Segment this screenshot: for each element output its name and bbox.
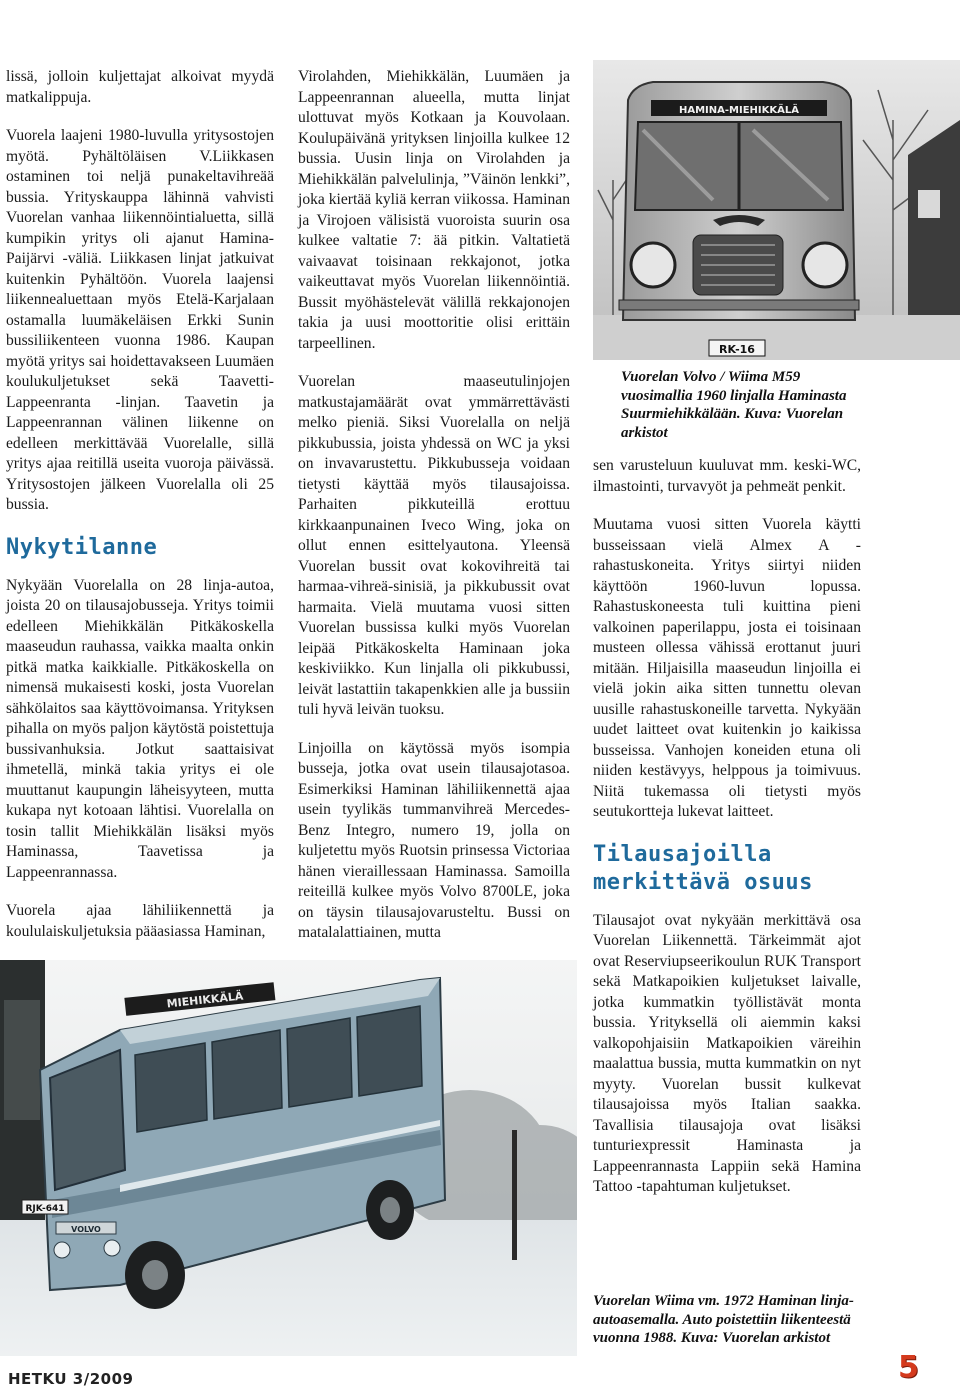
license-plate-text: RJK-641 — [25, 1204, 65, 1214]
paragraph: Vuorela ajaa lähiliikennettä ja koululaiskuljetuksia pääasiassa Haminan, — [6, 902, 274, 940]
paragraph: lissä, jolloin kuljettajat alkoivat myydä matkalippuja. — [6, 68, 274, 106]
section-heading-nykytilanne: Nykytilanne — [6, 534, 158, 560]
paragraph: Nykyään Vuorelalla on 28 linja-autoa, joista 20 on tilausajobusseja. Yritys toimii edelleen Miehikkälän Pitkäkoskella maaseudun rauhassa, vaikka maalta onkin pitkä matka kaikkialle. Pitkäkoskella on nimensä mukaisesti koski, josta Vuorelan sähkölaitos saa käyttövoimansa. Yrityksen pihalla on myös paljon käytöstä poistettuja bussivanhuksia. Jotkut saattaisivat ihmetellä, minkä takia yritys ei ole muuttanut kaupungin läheisyyteen, mutta kukapa nyt kotoaan lähtisi. Vuorelalla on tosin tallit Miehikkälän lisäksi myös Haminassa, Taavetissa ja Lappeenrannassa. — [6, 576, 274, 881]
photo-caption-bottom: Vuorelan Wiima vm. 1972 Haminan linja-autoasemalla. Auto poistettiin liikenteestä vuonna 1988. Kuva: Vuorelan arkistot — [593, 1293, 854, 1346]
paragraph: Vuorelan maaseutulinjojen matkustajamäärät ovat ymmärrettävästi melko pieniä. Siksi Vuorelalla on neljä pikkubussia, joista yhdessä on WC ja yksi on invavarustettu. Pikkubusseja voidaan tietysti käyttää myös tilausajoissa. Parhaiten pikkuteillä erottuu kirkkaanpunainen Iveco Wing, joka on ollut ennen esittelyautona. Yleensä Vuorelan bussit ovat kokovihreitä tai harmaa-vihreä-sinisiä, ja pikkubussit ovat harmaita. Vielä muutama vuosi sitten Vuorelan bussissa kulki myös Vuorelan leipää Pitkäkoskelta Haminaan joka keskiviikko. Kun linjalla oli pikkubussi, leivät lastattiin takapenkkien alle ja bussiin tuli hyvä leivän tuoksu. — [298, 373, 570, 718]
paragraph: Linjoilla on käytössä myös isompia busseja, jotka ovat usein tilausajotasoa. Esimerkiksi Haminan lähiliikennettä ajaa usein tyylikäs tummanvihreä Mercedes-Benz Integro, numero 19, jolla on kuljetettu myös Ruotsin prinsessa Victoriaa hänen vieraillessaan Haminassa. Samoilla reiteillä kulkee myös Volvo 8700LE, joka on täysin tilausajovarusteltu. Bussi on matalalattiainen, mutta — [298, 739, 570, 941]
bus-photo-bw — [593, 60, 960, 360]
photo-caption-top: Vuorelan Volvo / Wiima M59 vuosimallia 1960 linjalla Haminasta Suurmiehikkälään. Kuva: Vuorelan arkistot — [621, 369, 847, 441]
photo-wiima-1972 — [0, 960, 577, 1356]
paragraph: sen varusteluun kuuluvat mm. keski-WC, ilmastointi, turvavyöt ja pehmeät penkit. — [593, 457, 861, 495]
article-column-1 — [6, 67, 274, 960]
magazine-issue-label: HETKU 3/2009 — [8, 1370, 134, 1388]
paragraph: Virolahden, Miehikkälän, Luumäen ja Lappeenrannan alueella, mutta linjat ulottuvat myös Kotkaan ja Kouvolaan. Koulupäivänä yrityksen linjoilla kulkee 12 bussia. Uusin linja on Virolahden ja Miehikkälän palvelulinja, ”Väinön lenkki”, joka kiertää kyliä kerran viikossa. Haminan ja Virojoen välisistä vuoroista suurin osa kulkee valtatie 7: ää pitkin. Valtatietä vaivaavat toisinaan rekkajonot, jotka vaikeuttavat myös Vuorelan liikennöintiä. Bussit myöhästelevät välillä rekkajonojen takia ja uusi moottoritie olisi erittäin tarpeellinen. — [298, 68, 570, 352]
destination-sign-text: MIEHIKKÄLÄ — [166, 989, 244, 1011]
brand-badge-text: VOLVO — [71, 1225, 101, 1234]
paragraph: Tilausajot ovat nykyään merkittävä osa Vuorelan Liikennettä. Tärkeimmät ajot ovat Reserviupseerikoulun RUK Transport sekä Matkapoikien kuljetukset laivalle, jotka kummatkin työllistävät monta bussia. Yrityksellä oli aiemmin kaksi valkopohjaisiin Matkapoikien väreihin maalattua bussia, mutta kummatkin on nyt myyty. Vuorelan bussit kulkevat tilausajoissa myös Italian saakka. Tavallisia tilausajoja ovat lisäksi tunturiexpressit Haminasta ja Lappeenrannasta Lappiin sekä Hamina Tattoo -tapahtuman kuljetukset. — [593, 911, 861, 1195]
page-number: 5 — [898, 1350, 919, 1385]
photo-volvo-wiima-1960 — [593, 60, 960, 360]
paragraph: Vuorela laajeni 1980-luvulla yritysostojen myötä. Pyhältöläisen V.Liikkasen ostaminen toi neljä punakeltavihreää bussia. Yrityskauppa lähinnä vahvisti Vuorelan vanhaa liikennöintialuetta, sillä kumpikin yritys oli ajanut Hamina-Paijärvi -väliä. Liikkasen linjat jatkuivat kuitenkin Pyhältöön. Vuorela laajensi liikennealuettaan myös Etelä-Karjalaan ostamalla luumäkeläisen Erkki Sunin bussiliikenteen vuonna 1986. Kaupan myötä yritys sai hoidettavakseen Luumäen koulukuljetukset sekä Taavetti-Lappeenranta -linjan. Taavetin ja Lappeenrannan välinen liikenne on edelleen merkittävää Vuorelalle, sillä yritys ajaa reitillä useita vuoroja päivässä. Yritysostojen jälkeen Vuorelalla oli 25 bussia. — [6, 127, 274, 513]
paragraph: Muutama vuosi sitten Vuorela käytti busseissaan vielä Almex A -rahastuskoneita. Yritys siirtyi niiden käyttöön 1960-luvun lopussa. Rahastuskoneesta tuli kuittina pieni valkoinen paperilappu, josta ei toisinaan musteen ollessa vähissä erottanut juuri mitään. Hiljaisilla maaseudun linjoilla ei vielä jokin aika sitten tunnettu olevan uusille rahastuskoneille tarvetta. Nykyään uudet laitteet ovat kuitenkin jo kaikissa busseissa. Vanhojen koneiden etuna oli niiden kestävyys, helppous ja toimivuus. Niitä tukemassa oli tietysti myös seutukortteja lukevat laitteet. — [593, 516, 861, 820]
section-heading-tilausajoilla: Tilausajoilla merkittävä osuus — [593, 841, 813, 895]
destination-sign-text: HAMINA-MIEHIKKÄLÄ — [679, 105, 799, 116]
article-column-2 — [298, 67, 570, 962]
bus-photo-color — [0, 960, 577, 1356]
article-column-3 — [593, 456, 861, 1216]
license-plate-text: RK-16 — [719, 343, 755, 356]
